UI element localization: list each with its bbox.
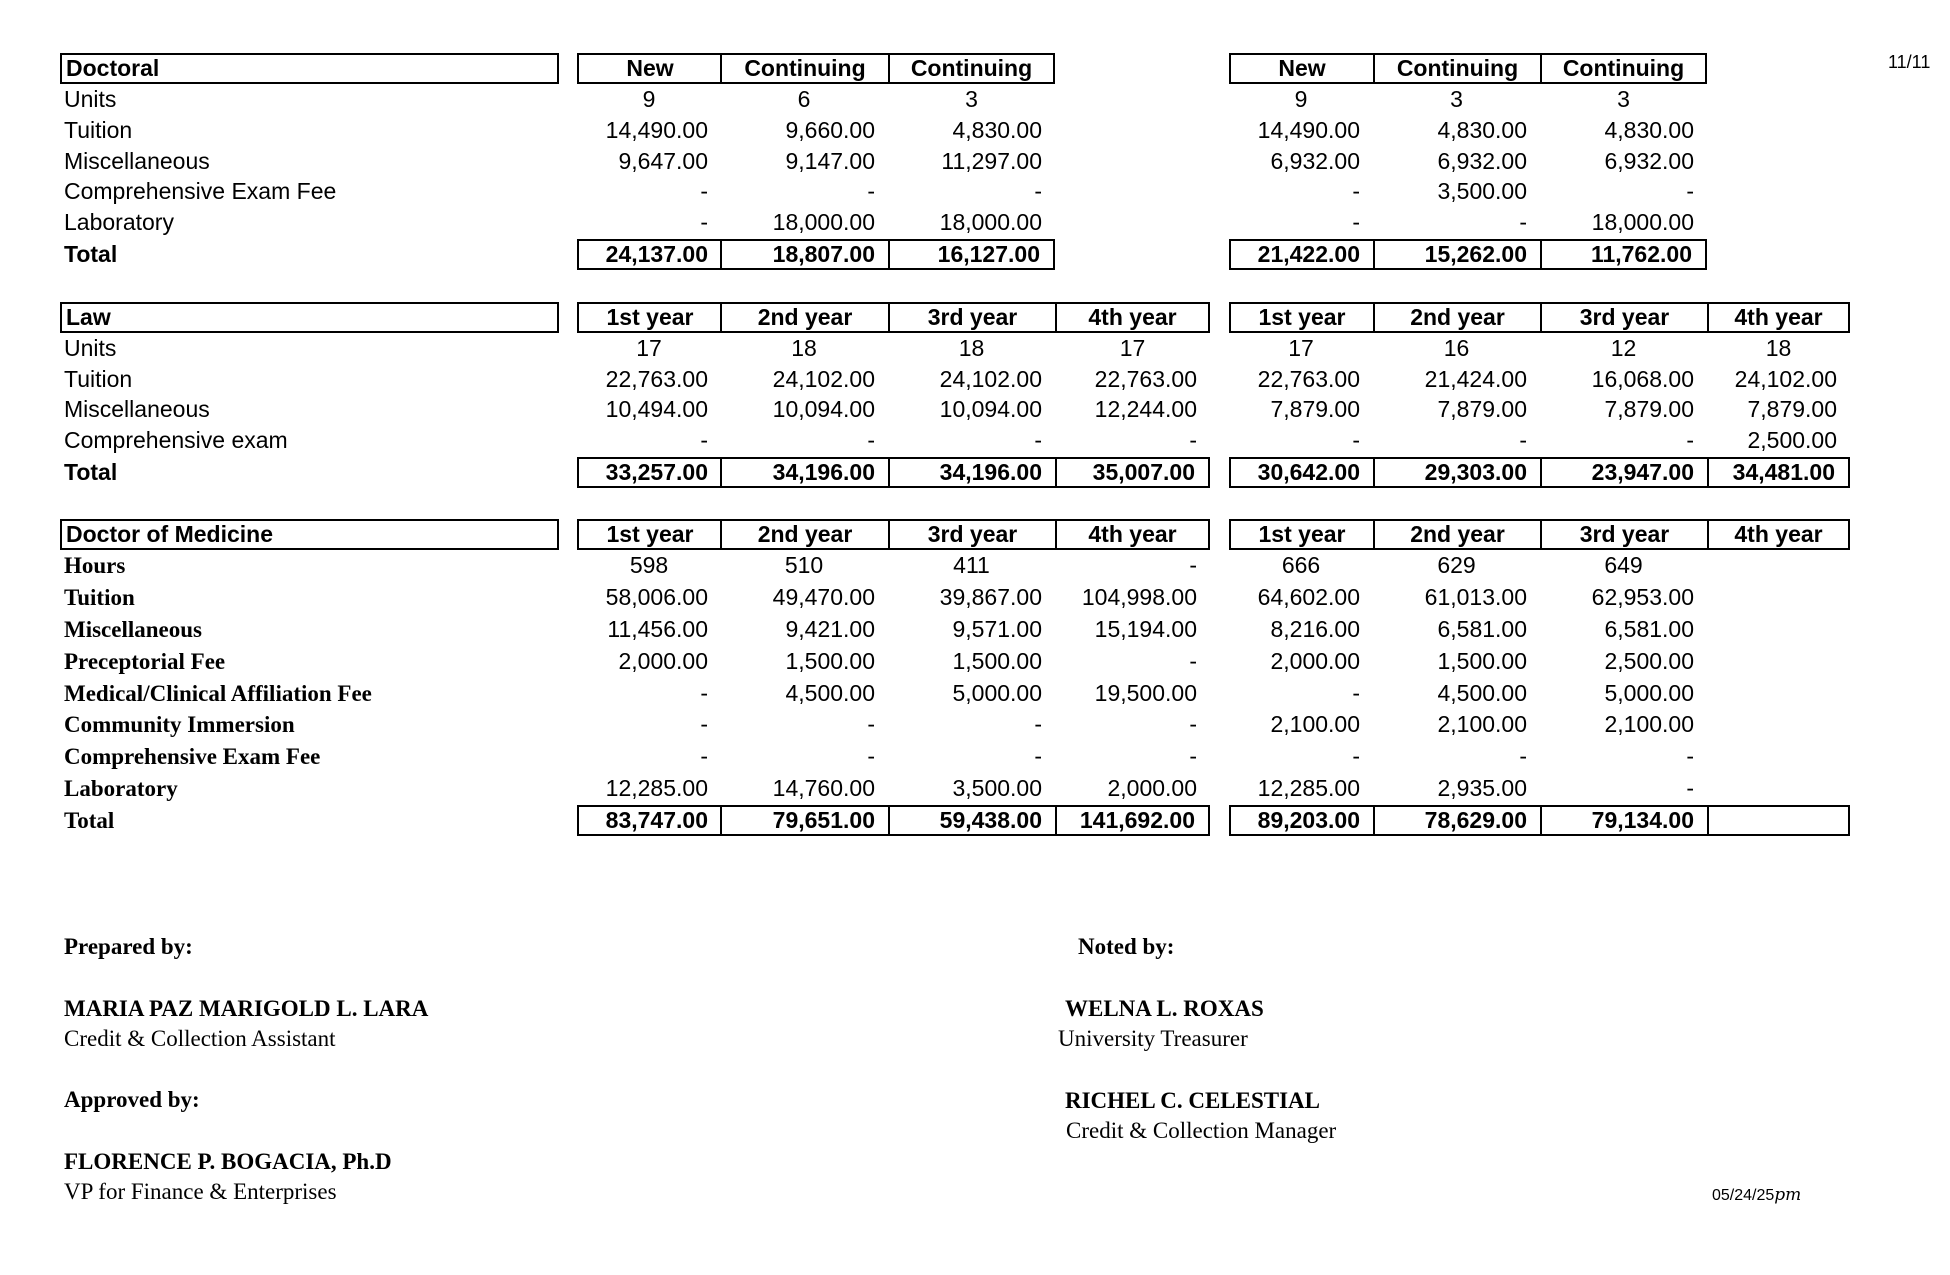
value-cell: 39,867.00 [939,584,1042,610]
value-cell: 2,500.00 [1604,648,1694,674]
column-header: 2nd year [1373,519,1540,550]
column-header: 2nd year [720,519,888,550]
value-cell: 1,500.00 [952,648,1042,674]
value-cell: 2,100.00 [1270,711,1360,737]
row-label: Total [64,241,118,267]
value-cell: - [1189,743,1197,769]
column-header: 4th year [1055,302,1210,333]
row-label: Tuition [64,117,133,143]
value-cell: 2,935.00 [1437,775,1527,801]
column-header: 3rd year [1540,302,1707,333]
table-row [0,115,1950,146]
value-cell: - [1519,209,1527,235]
value-cell: 9,571.00 [952,616,1042,642]
noted-by-title-manager: Credit & Collection Manager [1066,1118,1337,1143]
section-title: Doctoral [60,53,559,84]
value-cell: - [1686,743,1694,769]
value-cell: - [1189,648,1197,674]
value-cell: - [1352,209,1360,235]
column-header: 1st year [577,302,721,333]
value-cell: - [1352,743,1360,769]
column-header: 1st year [1229,302,1373,333]
total-cell: 11,762.00 [1540,239,1707,270]
value-cell: 12,285.00 [1257,775,1360,801]
row-label: Medical/Clinical Affiliation Fee [64,681,372,706]
total-cell: 78,629.00 [1373,805,1540,836]
prepared-by-label: Prepared by: [64,934,193,959]
noted-by-title-treasurer: University Treasurer [1058,1026,1248,1051]
row-label: Total [64,808,115,833]
value-cell: 2,100.00 [1604,711,1694,737]
value-cell: - [700,680,708,706]
value-cell: 14,760.00 [772,775,875,801]
value-cell [1707,550,1850,581]
total-cell: 34,196.00 [888,457,1055,488]
value-cell: 9 [1294,86,1308,112]
total-cell: 79,651.00 [720,805,888,836]
row-label: Units [64,335,117,361]
row-label: Hours [64,553,126,578]
value-cell: 61,013.00 [1424,584,1527,610]
total-cell: 89,203.00 [1229,805,1373,836]
table-header-row [0,53,1950,84]
column-header: 2nd year [1373,302,1540,333]
value-cell: 666 [1281,552,1321,578]
value-cell: 62,953.00 [1591,584,1694,610]
value-cell: 12,285.00 [605,775,708,801]
row-label: Laboratory [64,776,178,801]
value-cell: - [700,427,708,453]
table-row [0,207,1950,238]
value-cell: 10,494.00 [605,396,708,422]
total-cell: 141,692.00 [1055,805,1210,836]
value-cell: 649 [1604,552,1643,578]
value-cell: 4,830.00 [952,117,1042,143]
value-cell: 3 [965,86,978,112]
column-header: 4th year [1055,519,1210,550]
date-stamp [1712,1185,1801,1205]
value-cell [1707,773,1850,804]
column-header: 3rd year [888,302,1055,333]
value-cell: 9,660.00 [785,117,875,143]
row-label: Community Immersion [64,712,295,737]
table-total-row [0,457,1950,488]
value-cell: 104,998.00 [1081,584,1197,610]
value-cell: 18,000.00 [772,209,875,235]
value-cell: 6,932.00 [1437,148,1527,174]
value-cell: 12 [1610,335,1637,361]
section-title: Law [60,302,559,333]
total-cell: 18,807.00 [720,239,888,270]
prepared-by-title: Credit & Collection Assistant [64,1026,336,1051]
row-label: Tuition [64,366,133,392]
value-cell: - [1034,743,1042,769]
column-header: 2nd year [720,302,888,333]
value-cell: 10,094.00 [939,396,1042,422]
table-row [0,333,1950,364]
table-total-row [0,239,1950,270]
row-label: Tuition [64,585,135,610]
value-cell: 3 [1617,86,1630,112]
value-cell: 24,102.00 [772,366,875,392]
value-cell: 9,147.00 [785,148,875,174]
value-cell: 2,000.00 [1270,648,1360,674]
value-cell: - [867,711,875,737]
column-header: Continuing [1373,53,1540,84]
value-cell: - [1034,711,1042,737]
row-label: Preceptorial Fee [64,649,226,674]
value-cell: - [1519,743,1527,769]
approved-by-name: FLORENCE P. BOGACIA, Ph.D [64,1149,392,1174]
value-cell: 598 [629,552,669,578]
value-cell: 11,456.00 [607,616,708,642]
value-cell: 21,424.00 [1424,366,1527,392]
value-cell: - [1352,178,1360,204]
table-header-row [0,519,1950,550]
total-cell: 15,262.00 [1373,239,1540,270]
value-cell: 5,000.00 [1604,680,1694,706]
table-row [0,773,1950,804]
value-cell: - [700,743,708,769]
total-cell: 59,438.00 [888,805,1055,836]
total-cell: 33,257.00 [577,457,721,488]
value-cell: 411 [953,552,990,578]
value-cell: 3,500.00 [1437,178,1527,204]
total-cell: 29,303.00 [1373,457,1540,488]
value-cell: - [1189,427,1197,453]
value-cell: - [700,209,708,235]
value-cell: 22,763.00 [605,366,708,392]
table-row [0,146,1950,177]
total-cell: 30,642.00 [1229,457,1373,488]
column-header: New [577,53,721,84]
value-cell: - [1686,775,1694,801]
total-cell: 23,947.00 [1540,457,1707,488]
value-cell: 2,500.00 [1747,427,1837,453]
value-cell: 4,500.00 [1437,680,1527,706]
total-cell: 34,196.00 [720,457,888,488]
value-cell [1707,741,1850,772]
value-cell: 22,763.00 [1094,366,1197,392]
date-stamp-date: 05/24/25 [1712,1187,1775,1204]
value-cell: 15,194.00 [1094,616,1197,642]
value-cell: 14,490.00 [605,117,708,143]
column-header: 3rd year [888,519,1055,550]
value-cell: 17 [1288,335,1314,361]
noted-by-name-manager: RICHEL C. CELESTIAL [1065,1088,1320,1113]
column-header: New [1229,53,1373,84]
table-total-row [0,805,1950,836]
value-cell: 7,879.00 [1747,396,1837,422]
total-cell: 35,007.00 [1055,457,1210,488]
value-cell: - [1352,427,1360,453]
table-row [0,646,1950,677]
value-cell: 18,000.00 [939,209,1042,235]
value-cell: 6,932.00 [1604,148,1694,174]
value-cell: - [700,178,708,204]
value-cell: - [867,178,875,204]
value-cell [1707,582,1850,613]
prepared-by-name: MARIA PAZ MARIGOLD L. LARA [64,996,429,1021]
table-row [0,582,1950,613]
total-cell [1707,805,1850,836]
section-title: Doctor of Medicine [60,519,559,550]
table-row [0,550,1950,581]
value-cell: - [1189,552,1197,578]
noted-by-label: Noted by: [1078,934,1175,959]
value-cell: 17 [1119,335,1146,361]
value-cell [1707,709,1850,740]
value-cell: 16,068.00 [1591,366,1694,392]
value-cell: 2,000.00 [1107,775,1197,801]
table-row [0,425,1950,456]
value-cell: - [1034,178,1042,204]
value-cell: 12,244.00 [1094,396,1197,422]
column-header: Continuing [1540,53,1707,84]
value-cell: 14,490.00 [1257,117,1360,143]
table-row [0,394,1950,425]
value-cell: 11,297.00 [941,148,1042,174]
value-cell: 6,581.00 [1437,616,1527,642]
column-header: Continuing [888,53,1055,84]
row-label: Comprehensive Exam Fee [64,178,337,204]
row-label: Comprehensive Exam Fee [64,744,321,769]
value-cell: - [1686,427,1694,453]
value-cell: 9,421.00 [785,616,875,642]
row-label: Miscellaneous [64,617,202,642]
value-cell: 49,470.00 [772,584,875,610]
table-row [0,614,1950,645]
value-cell [1707,678,1850,709]
value-cell: 8,216.00 [1270,616,1360,642]
approved-by-title: VP for Finance & Enterprises [64,1179,337,1204]
value-cell: 4,830.00 [1437,117,1527,143]
value-cell: 6,581.00 [1604,616,1694,642]
value-cell: 2,100.00 [1437,711,1527,737]
total-cell: 83,747.00 [577,805,721,836]
value-cell: 24,102.00 [939,366,1042,392]
value-cell: 1,500.00 [785,648,875,674]
value-cell: - [1519,427,1527,453]
value-cell: 3,500.00 [952,775,1042,801]
value-cell: - [867,743,875,769]
value-cell: 18 [958,335,985,361]
page-number: 11/11 [1888,52,1931,72]
value-cell: 9,647.00 [618,148,708,174]
date-stamp-suffix: pm [1774,1185,1802,1205]
noted-by-name-treasurer: WELNA L. ROXAS [1065,996,1264,1021]
value-cell: - [867,427,875,453]
column-header: 1st year [1229,519,1373,550]
table-row [0,709,1950,740]
total-cell: 16,127.00 [888,239,1055,270]
value-cell: 64,602.00 [1257,584,1360,610]
table-row [0,84,1950,115]
total-cell: 21,422.00 [1229,239,1373,270]
row-label: Comprehensive exam [64,427,288,453]
value-cell: 24,102.00 [1734,366,1837,392]
value-cell: 629 [1437,552,1476,578]
value-cell: 7,879.00 [1437,396,1527,422]
value-cell: 1,500.00 [1437,648,1527,674]
value-cell: 6 [797,86,811,112]
value-cell: 18 [791,335,817,361]
value-cell: 16 [1443,335,1470,361]
value-cell: 9 [642,86,656,112]
table-row [0,364,1950,395]
value-cell: - [1189,711,1197,737]
column-header: 1st year [577,519,721,550]
row-label: Laboratory [64,209,174,235]
row-label: Total [64,459,118,485]
total-cell: 79,134.00 [1540,805,1707,836]
value-cell: 58,006.00 [605,584,708,610]
row-label: Units [64,86,117,112]
approved-by-label: Approved by: [64,1087,200,1112]
column-header: 3rd year [1540,519,1707,550]
value-cell: 2,000.00 [618,648,708,674]
value-cell: 7,879.00 [1604,396,1694,422]
value-cell: 5,000.00 [952,680,1042,706]
column-header: 4th year [1707,519,1850,550]
value-cell: 510 [784,552,824,578]
table-row [0,678,1950,709]
table-row [0,176,1950,207]
value-cell [1707,614,1850,645]
value-cell: 10,094.00 [772,396,875,422]
value-cell: - [1034,427,1042,453]
value-cell: - [1352,680,1360,706]
value-cell: 18,000.00 [1591,209,1694,235]
value-cell: 7,879.00 [1270,396,1360,422]
value-cell: - [700,711,708,737]
value-cell: 6,932.00 [1270,148,1360,174]
value-cell: 18 [1765,335,1792,361]
table-header-row [0,302,1950,333]
total-cell: 24,137.00 [577,239,721,270]
value-cell: 3 [1450,86,1463,112]
value-cell: - [1686,178,1694,204]
column-header: Continuing [720,53,888,84]
value-cell: 4,500.00 [785,680,875,706]
value-cell [1707,646,1850,677]
value-cell: 4,830.00 [1604,117,1694,143]
value-cell: 17 [636,335,662,361]
row-label: Miscellaneous [64,148,210,174]
value-cell: 22,763.00 [1257,366,1360,392]
total-cell: 34,481.00 [1707,457,1850,488]
column-header: 4th year [1707,302,1850,333]
value-cell: 19,500.00 [1094,680,1197,706]
row-label: Miscellaneous [64,396,210,422]
table-row [0,741,1950,772]
